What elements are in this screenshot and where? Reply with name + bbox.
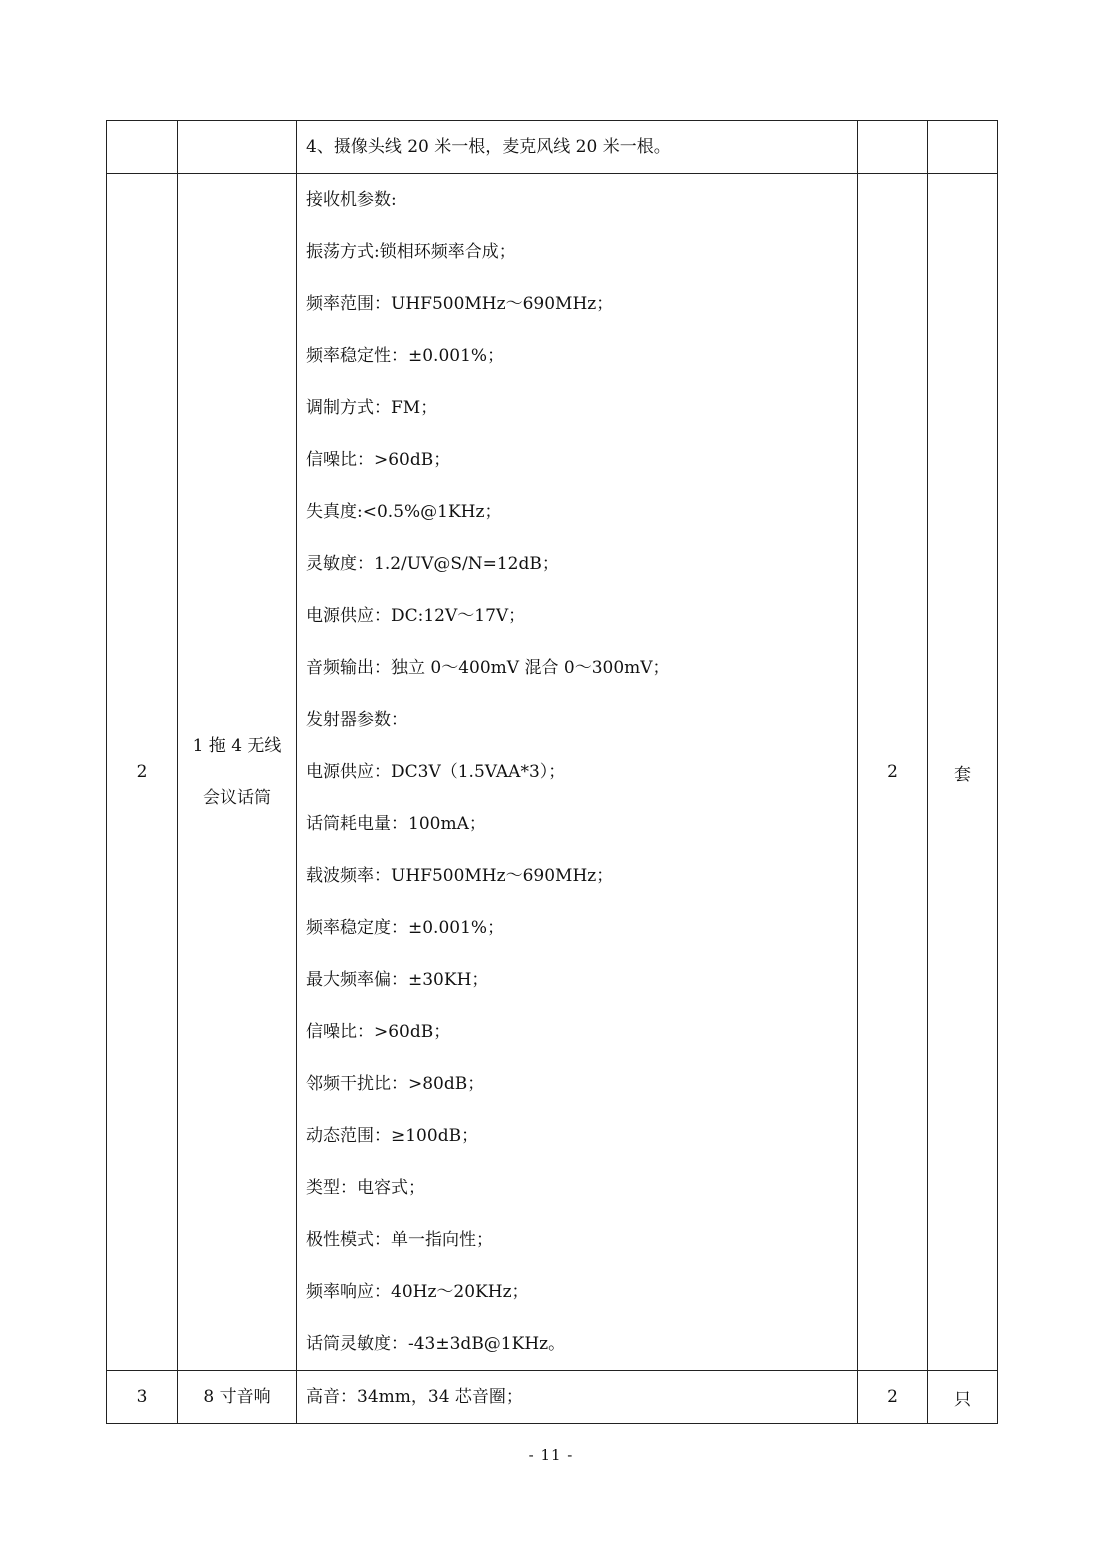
spec-line: 载波频率：UHF500MHz～690MHz； bbox=[306, 866, 614, 886]
spec-line: 频率稳定性：±0.001%； bbox=[306, 346, 505, 366]
spec-table bbox=[106, 120, 998, 1424]
spec-line: 振荡方式:锁相环频率合成； bbox=[306, 242, 516, 262]
item-quantity bbox=[858, 121, 928, 174]
spec-line: 频率范围：UHF500MHz～690MHz； bbox=[306, 294, 614, 314]
spec-line: 频率响应：40Hz～20KHz； bbox=[306, 1282, 529, 1302]
spec-line: 话筒灵敏度：-43±3dB@1KHz。 bbox=[306, 1334, 566, 1354]
item-unit: 套 bbox=[928, 174, 998, 1371]
table-row bbox=[107, 174, 998, 1371]
table-row bbox=[107, 121, 998, 174]
spec-line: 频率稳定度：±0.001%； bbox=[306, 918, 505, 938]
spec-line: 信噪比：>60dB； bbox=[306, 1022, 451, 1042]
item-unit bbox=[928, 121, 998, 174]
page-number: - 11 - bbox=[528, 1446, 574, 1464]
spec-line: 发射器参数： bbox=[306, 710, 408, 730]
spec-line: 4、摄像头线 20 米一根，麦克风线 20 米一根。 bbox=[306, 137, 671, 157]
spec-line: 信噪比：>60dB； bbox=[306, 450, 451, 470]
item-number bbox=[107, 121, 178, 174]
spec-line: 失真度:<0.5%@1KHz； bbox=[306, 502, 502, 522]
spec-line: 高音：34mm，34 芯音圈； bbox=[306, 1387, 523, 1407]
spec-line: 接收机参数: bbox=[306, 190, 397, 210]
item-description bbox=[297, 174, 858, 1371]
item-description bbox=[297, 121, 858, 174]
spec-line: 音频输出：独立 0～400mV 混合 0～300mV； bbox=[306, 658, 670, 678]
spec-line: 话筒耗电量：100mA； bbox=[306, 814, 486, 834]
spec-line: 灵敏度：1.2/UV@S/N=12dB； bbox=[306, 554, 559, 574]
item-quantity: 2 bbox=[858, 1371, 928, 1424]
item-name-line: 会议话筒 bbox=[203, 788, 271, 808]
spec-line: 电源供应：DC3V（1.5VAA*3）； bbox=[306, 762, 566, 782]
table-row bbox=[107, 1371, 998, 1424]
item-name bbox=[178, 121, 297, 174]
spec-line: 邻频干扰比：>80dB； bbox=[306, 1074, 485, 1094]
spec-line: 极性模式：单一指向性； bbox=[306, 1230, 493, 1250]
spec-line: 类型：电容式； bbox=[306, 1178, 425, 1198]
item-unit: 只 bbox=[928, 1371, 998, 1424]
item-name bbox=[178, 174, 297, 1371]
item-number: 3 bbox=[107, 1371, 178, 1424]
item-name-line: 8 寸音响 bbox=[203, 1387, 271, 1407]
spec-line: 最大频率偏：±30KH； bbox=[306, 970, 489, 990]
item-name bbox=[178, 1371, 297, 1424]
item-description bbox=[297, 1371, 858, 1424]
spec-line: 调制方式：FM； bbox=[306, 398, 438, 418]
spec-line: 电源供应：DC:12V～17V； bbox=[306, 606, 526, 626]
item-name-line: 1 拖 4 无线 bbox=[192, 736, 282, 756]
spec-line: 动态范围：≥100dB； bbox=[306, 1126, 479, 1146]
item-quantity: 2 bbox=[858, 174, 928, 1371]
item-number: 2 bbox=[107, 174, 178, 1371]
